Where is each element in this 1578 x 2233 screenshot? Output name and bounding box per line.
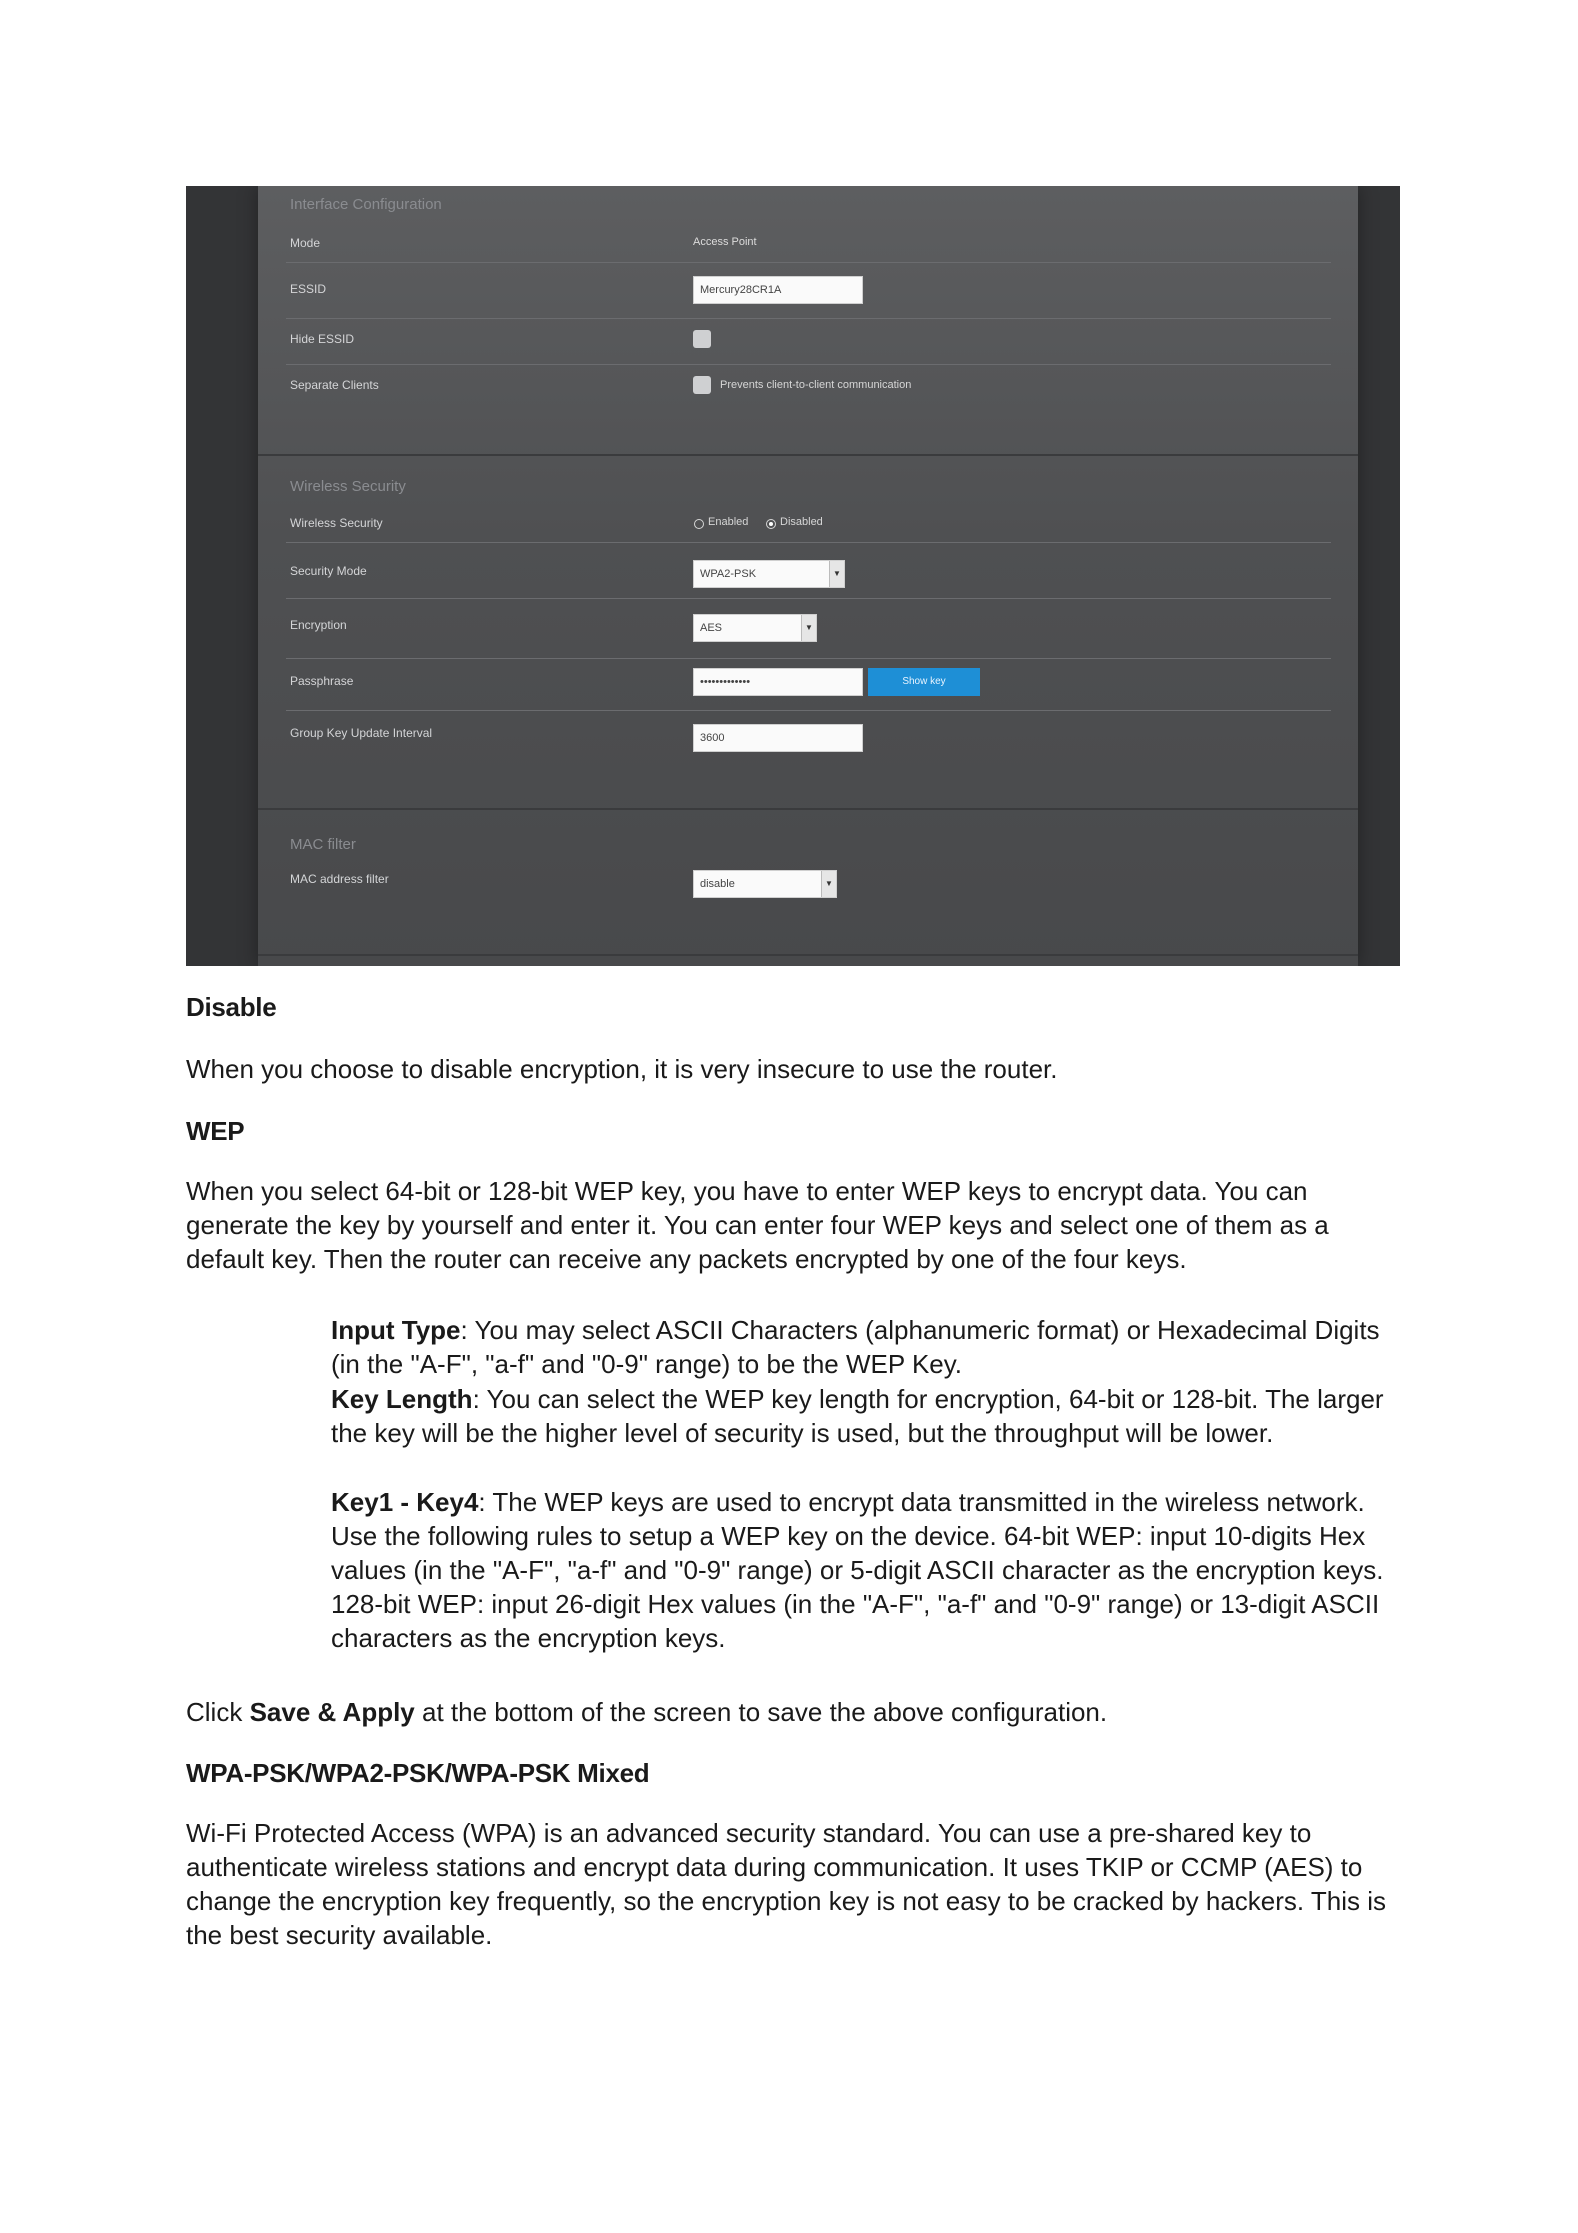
row-divider [286,364,1331,365]
click-prefix: Click [186,1697,250,1727]
security-mode-value: WPA2-PSK [700,568,757,580]
security-mode-label: Security Mode [290,564,367,578]
chevron-down-icon: ▼ [821,871,836,897]
key-length-text: : You can select the WEP key length for encryption, 64-bit or 128-bit. The larger the key will be the higher level of security is used, but the throughput will be lower. [331,1384,1384,1448]
disabled-radio[interactable] [766,519,776,529]
mode-label: Mode [290,236,321,250]
save-apply-text: Save & Apply [249,1697,415,1727]
key14-paragraph [331,1485,1403,1655]
encryption-select[interactable] [693,614,817,642]
section-divider [258,954,1358,956]
encryption-value: AES [700,622,723,634]
hide-essid-label: Hide ESSID [290,332,355,346]
mac-filter-label: MAC address filter [290,872,389,886]
enabled-radio[interactable] [694,519,704,529]
row-divider [286,598,1331,599]
key-length-label: Key Length [331,1384,473,1414]
config-panel [258,186,1358,966]
key14-text: : The WEP keys are used to encrypt data transmitted in the wireless network. Use the following rules to setup a WEP key on the device. 64-bit WEP: input 10-digits Hex values (in the "A-F", "a-f" and "0-9" range) or 5-digit ASCII character as the encryption keys. 128-bit WEP: input 26-digit Hex values (in the "A-F", "a-f" and "0-9" range) or 13-digit ASCII characters as the encryption keys. [331,1487,1384,1653]
separate-clients-checkbox[interactable] [693,376,711,394]
chevron-down-icon: ▼ [829,561,844,587]
interface-section-title: Interface Configuration [290,196,442,213]
show-key-button[interactable]: Show key [868,668,980,696]
separate-clients-label: Separate Clients [290,378,379,392]
wpa-paragraph: Wi-Fi Protected Access (WPA) is an advanced security standard. You can use a pre-shared key to authenticate wireless stations and encrypt data during communication. It uses TKIP or CCMP (AES) to change the encryption key frequently, so the encryption key is not easy to be cracked by hackers. This is the best security available. [186,1818,1387,1950]
mac-filter-value: disable [700,878,735,890]
mode-value: Access Point [693,236,757,248]
separate-clients-text: Prevents client-to-client communication [720,379,912,391]
row-divider [286,262,1331,263]
wep-paragraph: When you select 64-bit or 128-bit WEP key, you have to enter WEP keys to encrypt data. You can generate the key by yourself and enter it. You can enter four WEP keys and select one of them as a default key. Then the router can receive any packets encrypted by one of the four keys. [186,1176,1329,1274]
group-key-input[interactable]: 3600 [693,724,863,752]
row-divider [286,542,1331,543]
row-divider [286,318,1331,319]
save-apply-paragraph [186,1695,1400,1729]
row-divider [286,658,1331,659]
input-type-paragraph [331,1313,1403,1381]
disable-heading: Disable [186,992,277,1022]
router-config-screenshot [186,186,1400,966]
input-type-label: Input Type [331,1315,461,1345]
essid-label: ESSID [290,282,327,296]
key14-label: Key1 - Key4 [331,1487,479,1517]
section-divider [258,454,1358,456]
enabled-radio-label: Enabled [708,516,749,528]
wireless-security-label: Wireless Security [290,516,383,530]
passphrase-input[interactable]: ••••••••••••• [693,668,863,696]
wireless-section-title: Wireless Security [290,478,406,495]
row-divider [286,710,1331,711]
chevron-down-icon: ▼ [801,615,816,641]
mac-section-title: MAC filter [290,836,356,853]
key-length-paragraph [331,1382,1403,1450]
wep-heading: WEP [186,1116,245,1146]
mac-filter-select[interactable] [693,870,837,898]
group-key-label: Group Key Update Interval [290,726,433,740]
encryption-label: Encryption [290,618,347,632]
passphrase-label: Passphrase [290,674,354,688]
wpa-heading: WPA-PSK/WPA2-PSK/WPA-PSK Mixed [186,1758,650,1788]
section-divider [258,808,1358,810]
disable-paragraph: When you choose to disable encryption, it is very insecure to use the router. [186,1054,1058,1084]
input-type-text: : You may select ASCII Characters (alphanumeric format) or Hexadecimal Digits (in the "A-F", "a-f" and "0-9" range) to be the WEP Key. [331,1315,1380,1379]
hide-essid-checkbox[interactable] [693,330,711,348]
disabled-radio-label: Disabled [780,516,823,528]
essid-input[interactable]: Mercury28CR1A [693,276,863,304]
click-suffix: at the bottom of the screen to save the above configuration. [414,1697,1108,1727]
security-mode-select[interactable] [693,560,845,588]
